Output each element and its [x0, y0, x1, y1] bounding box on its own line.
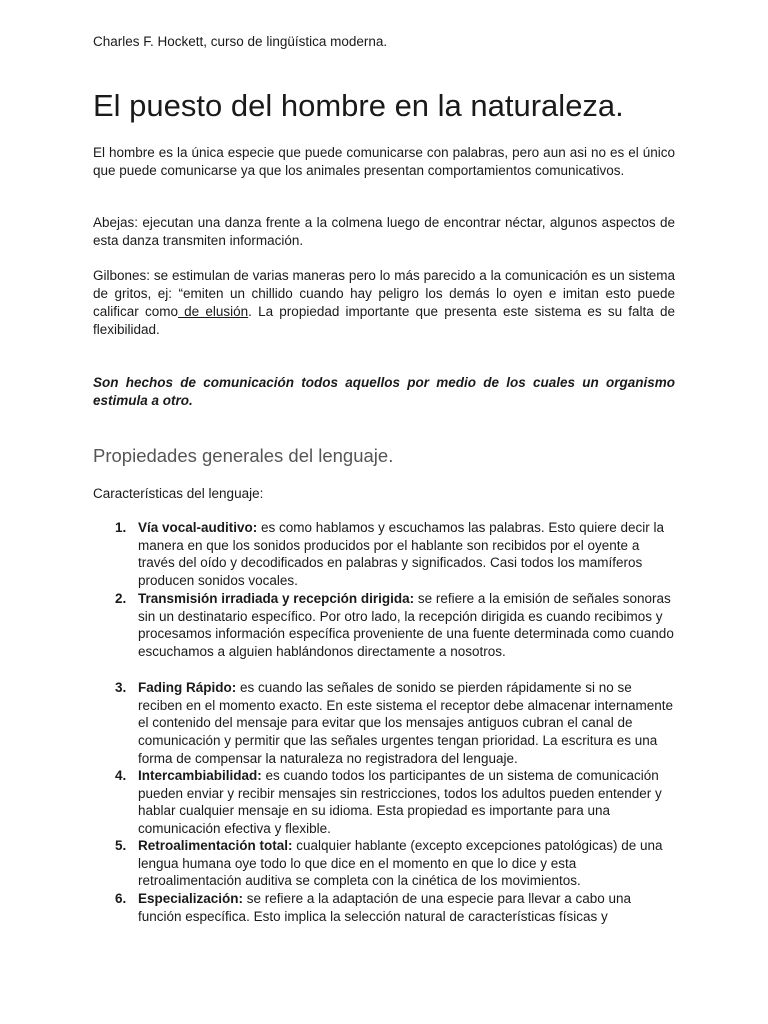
- list-item-body: [138, 590, 675, 661]
- intro-paragraph: El hombre es la única especie que puede comunicarse con palabras, pero aun asi no es el único que puede comunicarse ya que los animales presentan comportamientos comunicativos.: [93, 145, 675, 178]
- list-item-text: es cuando las señales de sonido se pierden rápidamente si no se reciben en el momento exacto. En este sistema el receptor debe almacenar internamente el contenido del mensaje para evitar que los mensajes antiguos cubran el canal de comunicación y permitir que las señales urgentes tengan prioridad. La escritura es una forma de compensar la naturaleza no registradora del lenguaje.: [138, 680, 674, 766]
- list-item-number: 2.: [115, 591, 127, 606]
- list-item-body: [138, 679, 675, 768]
- author-course-line: Charles F. Hockett, curso de lingüística moderna.: [93, 34, 388, 49]
- list-item-term: Especialización:: [138, 891, 244, 906]
- list-item-text: es cuando todos los participantes de un sistema de comunicación pueden enviar y recibir mensajes sin restricciones, todos los adultos pueden entender y hablar cualquier mensaje en su idioma. Esta propiedad es importante para una comunicación efectiva y flexible.: [138, 768, 662, 837]
- list-item-text: es como hablamos y escuchamos las palabras. Esto quiere decir la manera en que los sonidos producidos por el hablante son recibidos por el oyente a través del oído y decodificados en palabras y significados. Casi todos los mamíferos producen sonidos vocales.: [138, 520, 664, 589]
- bees-paragraph: Abejas: ejecutan una danza frente a la colmena luego de encontrar néctar, algunos aspectos de esta danza transmiten información.: [93, 215, 675, 248]
- list-item-text: se refiere a la emisión de señales sonoras sin un destinatario específico. Por otro lado, la recepción dirigida es cuando recibimos y procesamos información específica proveniente de una fuente determinada como cuando escuchamos a alguien hablándonos directamente a nosotros.: [138, 591, 674, 660]
- list-item-term: Vía vocal-auditivo:: [138, 520, 258, 535]
- list-item-term: Retroalimentación total:: [138, 838, 293, 853]
- section-heading: Propiedades generales del lenguaje.: [93, 445, 394, 466]
- communication-definition: Son hechos de comunicación todos aquellos por medio de los cuales un organismo estimula a otro.: [93, 375, 675, 408]
- list-item-body: [138, 890, 675, 925]
- list-item-text: se refiere a la adaptación de una especie para llevar a cabo una función específica. Esto implica la selección natural de características físicas y: [138, 891, 632, 924]
- list-item-body: [138, 519, 675, 590]
- list-item-number: 1.: [115, 520, 127, 535]
- gibbons-text-end: . La propiedad importante que presenta este sistema es su falta de flexibilidad.: [93, 304, 675, 337]
- list-item-number: 6.: [115, 891, 127, 906]
- document-title: El puesto del hombre en la naturaleza.: [93, 88, 624, 123]
- characteristics-intro: Características del lenguaje:: [93, 486, 264, 501]
- list-item-body: [138, 767, 675, 838]
- list-item-term: Transmisión irradiada y recepción dirigida:: [138, 591, 415, 606]
- list-item-number: 5.: [115, 838, 127, 853]
- list-item-number: 3.: [115, 680, 127, 695]
- list-item-term: Intercambiabilidad:: [138, 768, 262, 783]
- list-item-number: 4.: [115, 768, 127, 783]
- list-item-text: cualquier hablante (excepto excepciones patológicas) de una lengua humana oye todo lo que dice en el momento en que lo dice y esta retroalimentación auditiva se completa con la cinética de los movimientos.: [138, 838, 663, 889]
- list-item-term: Fading Rápido:: [138, 680, 237, 695]
- gibbons-paragraph: [93, 267, 675, 339]
- list-item-body: [138, 837, 675, 890]
- gibbons-text-start: Gilbones: se estimulan de varias maneras pero lo más parecido a la comunicación es un sistema de gritos, ej: “emiten un chillido cuando hay peligro los demás lo oyen e imitan esto puede calificar como: [93, 268, 675, 319]
- gibbons-underlined-text: de elusión: [177, 304, 249, 319]
